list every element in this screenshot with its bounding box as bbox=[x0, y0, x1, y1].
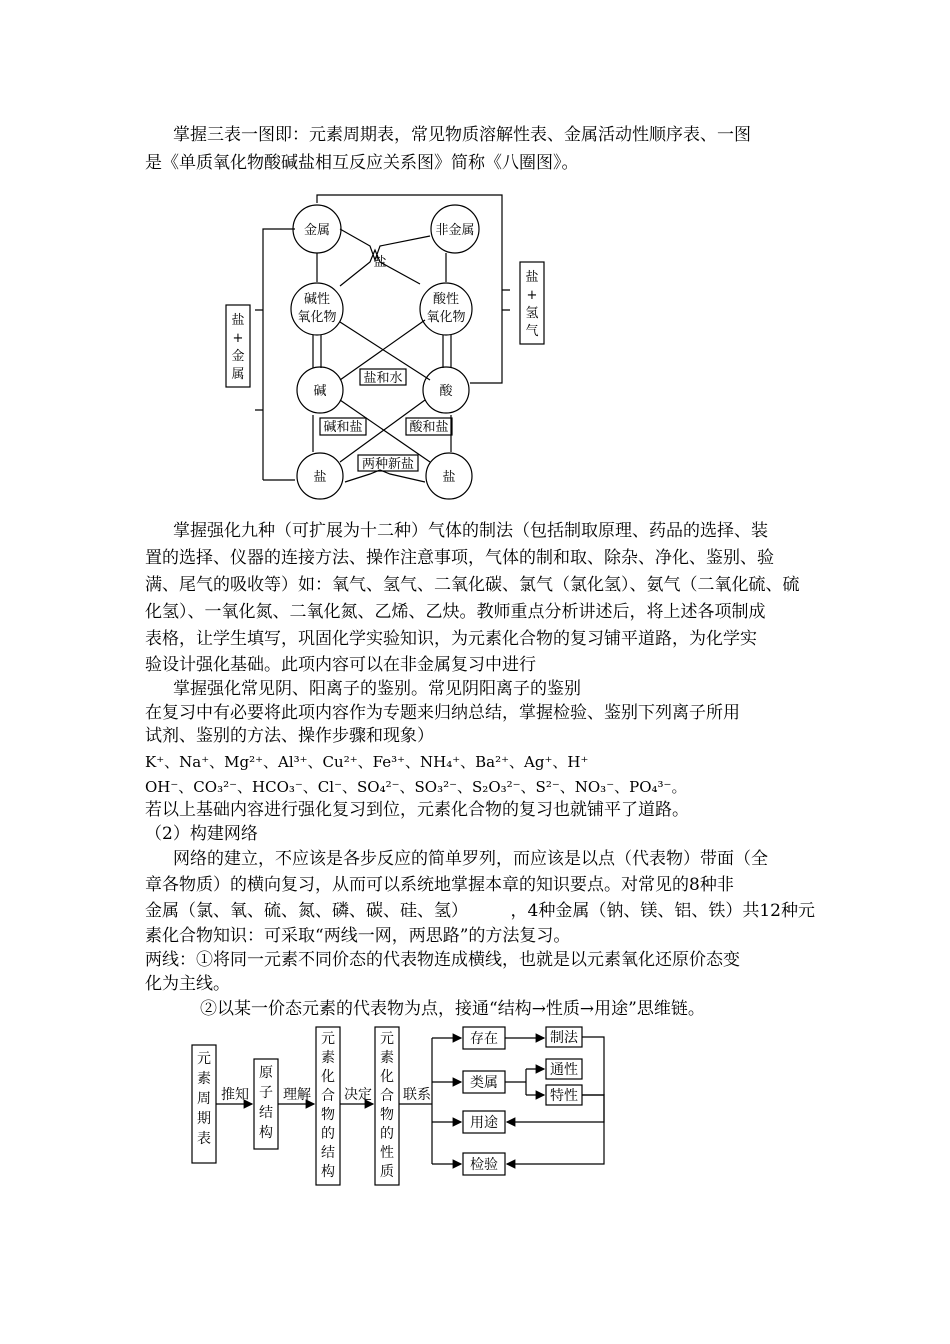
flow-atom-3: 结 bbox=[259, 1105, 273, 1121]
two-lines-1: 两线：①将同一元素不同价态的代表物连成横线，也就是以元素氧化还原价态变 bbox=[145, 950, 740, 970]
anions-list: OH⁻、CO₃²⁻、HCO₃⁻、Cl⁻、SO₄²⁻、SO₃²⁻、S₂O₃²⁻、S²⁻、NO₃⁻、PO₄³⁻。 bbox=[145, 778, 687, 796]
acid-oxide-label-2: 氧化物 bbox=[426, 310, 466, 325]
flow-periodic-3: 周 bbox=[197, 1091, 211, 1107]
gas-line-6: 验设计强化基础。此项内容可以在非金属复习中进行 bbox=[145, 655, 536, 675]
ions-line-4: 若以上基础内容进行强化复习到位，元素化合物的复习也就铺平了道路。 bbox=[145, 800, 689, 820]
flow-exist: 存在 bbox=[470, 1031, 498, 1047]
right-brace-text-4: 气 bbox=[525, 324, 539, 339]
flow-property-6: 的 bbox=[380, 1126, 394, 1142]
salt-right-label: 盐 bbox=[442, 470, 456, 485]
flow-diagram bbox=[0, 1015, 950, 1190]
network-line-2: 章各物质）的横向复习，从而可以系统地掌握本章的知识要点。对常见的8种非 bbox=[145, 875, 734, 895]
left-brace-text-1: 盐 bbox=[231, 313, 245, 328]
gas-line-2: 置的选择、仪器的连接方法、操作注意事项，气体的制和取、除杂、净化、鉴别、验 bbox=[145, 548, 774, 568]
ions-line-2: 在复习中有必要将此项内容作为专题来归纳总结，掌握检验、鉴别下列离子所用 bbox=[145, 703, 740, 723]
network-line-3: 金属（氯、氧、硫、氮、磷、碳、硅、氢） ，4种金属（钠、镁、铝、铁）共12种元 bbox=[145, 901, 815, 921]
gas-line-4: 化氢）、一氧化氮、二氧化氮、乙烯、乙炔。教师重点分析讲述后，将上述各项制成 bbox=[145, 602, 766, 622]
flow-atom-1: 原 bbox=[259, 1065, 273, 1081]
flow-structure-6: 的 bbox=[321, 1126, 335, 1142]
ions-line-3: 试剂、鉴别的方法、操作步骤和现象） bbox=[145, 726, 434, 746]
two-lines-3: ②以某一价态元素的代表物为点，接通“结构→性质→用途”思维链。 bbox=[200, 999, 705, 1019]
acid-circle-label: 酸 bbox=[439, 384, 453, 399]
flow-understand: 理解 bbox=[283, 1087, 311, 1103]
flow-property-7: 性 bbox=[380, 1145, 394, 1161]
flow-structure-3: 化 bbox=[321, 1069, 335, 1085]
flow-connect: 联系 bbox=[403, 1087, 431, 1103]
ions-line-1: 掌握强化常见阴、阳离子的鉴别。常见阴阳离子的鉴别 bbox=[173, 679, 581, 699]
flow-atom-2: 子 bbox=[259, 1085, 273, 1101]
base-salt-label: 碱和盐 bbox=[323, 420, 363, 435]
flow-test: 检验 bbox=[470, 1157, 498, 1173]
metal-circle-label: 金属 bbox=[303, 223, 331, 238]
flow-structure-5: 物 bbox=[321, 1107, 335, 1123]
basic-oxide-label-2: 氧化物 bbox=[297, 310, 337, 325]
flow-special: 特性 bbox=[550, 1088, 578, 1104]
flow-property-2: 素 bbox=[380, 1050, 394, 1066]
flow-atom-4: 构 bbox=[259, 1125, 273, 1141]
eight-circle-diagram bbox=[0, 0, 950, 520]
acid-salt-label: 酸和盐 bbox=[409, 420, 449, 435]
flow-property-1: 元 bbox=[380, 1031, 394, 1047]
cations-list: K⁺、Na⁺、Mg²⁺、Al³⁺、Cu²⁺、Fe³⁺、NH₄⁺、Ba²⁺、Ag⁺、H⁺ bbox=[145, 753, 589, 771]
gas-line-1: 掌握强化九种（可扩展为十二种）气体的制法（包括制取原理、药品的选择、装 bbox=[173, 521, 768, 541]
flow-structure-7: 结 bbox=[321, 1145, 335, 1161]
two-lines-2: 化为主线。 bbox=[145, 974, 230, 994]
right-brace-text-2: + bbox=[526, 288, 538, 303]
flow-property-5: 物 bbox=[380, 1107, 394, 1123]
left-brace-text-2: + bbox=[232, 331, 244, 346]
flow-property-3: 化 bbox=[380, 1069, 394, 1085]
flow-structure-4: 合 bbox=[321, 1088, 335, 1104]
right-brace-text-1: 盐 bbox=[525, 270, 539, 285]
nonmetal-circle-label: 非金属 bbox=[435, 223, 475, 238]
flow-structure-1: 元 bbox=[321, 1031, 335, 1047]
flow-periodic-5: 表 bbox=[197, 1131, 211, 1147]
network-line-4: 素化合物知识：可采取“两线一网，两思路”的方法复习。 bbox=[145, 926, 571, 946]
flow-structure-8: 构 bbox=[321, 1164, 335, 1180]
left-brace-text-3: 金 bbox=[231, 349, 245, 364]
intro-line-2: 是《单质氧化物酸碱盐相互反应关系图》简称《八圈图》。 bbox=[145, 153, 579, 173]
flow-prepare: 制法 bbox=[550, 1030, 578, 1046]
basic-oxide-label-1: 碱性 bbox=[303, 292, 331, 307]
salt-water-label: 盐和水 bbox=[363, 371, 403, 386]
network-line-1: 网络的建立，不应该是各步反应的简单罗列，而应该是以点（代表物）带面（全 bbox=[173, 849, 768, 869]
flow-category: 类属 bbox=[470, 1075, 498, 1091]
gas-line-3: 满、尾气的吸收等）如：氧气、氢气、二氧化碳、氯气（氯化氢）、氨气（二氧化硫、硫 bbox=[145, 575, 800, 595]
two-salts-label: 两种新盐 bbox=[361, 457, 415, 472]
flow-property-8: 质 bbox=[380, 1164, 394, 1180]
flow-structure-2: 素 bbox=[321, 1050, 335, 1066]
gas-line-5: 表格，让学生填写，巩固化学实验知识，为元素化合物的复习铺平道路，为化学实 bbox=[145, 629, 757, 649]
flow-use: 用途 bbox=[470, 1115, 498, 1131]
flow-periodic-2: 素 bbox=[197, 1071, 211, 1087]
left-brace-text-4: 属 bbox=[231, 367, 245, 382]
flow-periodic-4: 期 bbox=[197, 1111, 211, 1127]
salt-left-label: 盐 bbox=[313, 470, 327, 485]
network-heading: （2）构建网络 bbox=[145, 824, 258, 844]
salt-top-label: 盐 bbox=[373, 255, 387, 270]
flow-infer: 推知 bbox=[221, 1087, 249, 1103]
acid-oxide-label-1: 酸性 bbox=[432, 292, 460, 307]
flow-periodic-1: 元 bbox=[197, 1051, 211, 1067]
flow-common: 通性 bbox=[550, 1062, 578, 1078]
base-circle-label: 碱 bbox=[313, 384, 327, 399]
flow-decide: 决定 bbox=[344, 1087, 372, 1103]
flow-property-4: 合 bbox=[380, 1088, 394, 1104]
right-brace-text-3: 氢 bbox=[525, 306, 539, 321]
intro-line-1: 掌握三表一图即：元素周期表，常见物质溶解性表、金属活动性顺序表、一图 bbox=[173, 125, 751, 145]
